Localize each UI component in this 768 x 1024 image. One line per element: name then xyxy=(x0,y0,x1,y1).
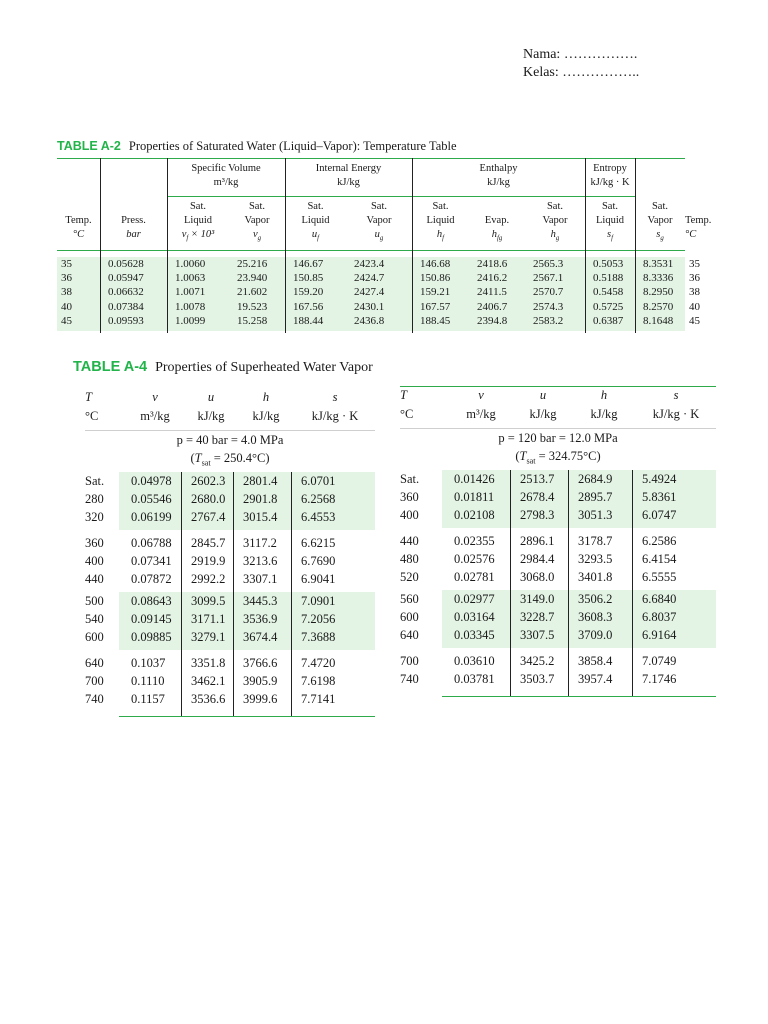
table-a4-right-header-unit: kJ/kg xyxy=(529,407,557,421)
table-a2-col-header-line1: Sat. xyxy=(651,201,669,212)
table-a2-col-header-line1: Sat. xyxy=(432,201,449,212)
table-a2-col-header-line2: Temp. xyxy=(65,215,92,226)
table-a4-right-cell: 6.9164 xyxy=(642,628,677,642)
table-a2-group-unit: m³/kg xyxy=(213,177,239,188)
table-a4-right-cell: 0.03781 xyxy=(454,672,495,686)
table-a4-left-pressure: p = 40 bar = 4.0 MPa xyxy=(176,433,284,447)
table-a4-right-cell: 3401.8 xyxy=(578,570,613,584)
table-a2-cell: 1.0071 xyxy=(175,286,206,299)
table-a4-right-cell: Sat. xyxy=(400,472,420,486)
table-a2-col-header xyxy=(412,200,469,242)
table-a4-left-cell: 0.09885 xyxy=(131,630,172,644)
table-a2-cell: 188.45 xyxy=(420,314,451,327)
table-a4-right-cell: 2684.9 xyxy=(578,472,613,486)
table-a4-left-col-sep xyxy=(291,472,292,716)
table-a4-right-header-symbol: v xyxy=(478,388,484,402)
table-a4-right-cell: 3503.7 xyxy=(520,672,555,686)
table-a4-left-cell: 440 xyxy=(85,572,104,586)
table-a2-cell: 45 xyxy=(689,314,700,327)
table-a4-right-cell: 3068.0 xyxy=(520,570,555,584)
table-a2-cell: 2565.3 xyxy=(533,258,564,270)
table-a4-left-tsat: $(T_{sat} = 250.4^\circ C)$ xyxy=(190,451,270,468)
table-a2-cell: 2570.7 xyxy=(533,286,564,299)
table-a4-right-header-unit: °C xyxy=(400,407,414,421)
table-a4-left-cell: 3213.6 xyxy=(243,554,278,568)
table-a4-left-cell: 500 xyxy=(85,594,104,608)
table-a4-right-cell: 3957.4 xyxy=(578,672,613,686)
table-a2-header-rule xyxy=(57,250,685,251)
table-a4-left-cell: 0.1110 xyxy=(131,674,165,688)
table-a2-col-header-line2: Vapor xyxy=(244,215,270,226)
table-a2-cell: 2411.5 xyxy=(477,286,507,299)
table-a2-cell: 8.2950 xyxy=(643,286,674,299)
table-a4-right-cell: 3425.2 xyxy=(520,654,555,668)
table-a2-cell: 35 xyxy=(61,258,72,270)
table-a4-right-cell: 5.4924 xyxy=(642,472,677,486)
table-a2-col-header xyxy=(346,200,412,242)
table-a2-col-sep xyxy=(100,158,101,333)
table-a4-right-cell: 7.0749 xyxy=(642,654,677,668)
table-a4-left-header-symbol: v xyxy=(152,390,158,404)
table-a2-cell: 2567.1 xyxy=(533,272,564,285)
table-a4-right-cell: 0.02108 xyxy=(454,508,495,522)
table-a2-group-name: Entropy xyxy=(593,163,627,174)
table-a2-cell: 2418.6 xyxy=(477,258,508,270)
table-a2-col-header xyxy=(635,200,685,242)
table-a4-left-cell: 3171.1 xyxy=(191,612,226,626)
table-a4-left-cell: 280 xyxy=(85,492,104,506)
table-a4-right-header-unit: kJ/kg xyxy=(590,407,618,421)
table-a4-left-cell: 2845.7 xyxy=(191,536,226,550)
table-a4-right-header-unit: kJ/kg · K xyxy=(652,407,700,421)
table-a4-right-cell: 0.01426 xyxy=(454,472,495,486)
table-a2-col-header-line1: Sat. xyxy=(189,201,207,212)
table-a2-group-name: Specific Volume xyxy=(191,163,261,174)
table-a4-left-cell: 740 xyxy=(85,692,104,706)
table-a4-left-header-unit: m³/kg xyxy=(140,409,170,423)
table-a4-left-cell: 2801.4 xyxy=(243,474,278,488)
table-a4-left-cell: 3674.4 xyxy=(243,630,278,644)
table-a4-right-header-unit: m³/kg xyxy=(466,407,496,421)
table-a4-left-col-sep xyxy=(181,472,182,716)
table-a4-right-cell: 0.02781 xyxy=(454,570,495,584)
table-a2-col-header-line1: Sat. xyxy=(370,201,388,212)
table-a4-left-cell: 640 xyxy=(85,656,104,670)
table-a2-group-header xyxy=(412,162,585,190)
table-a4-right-cell: 3709.0 xyxy=(578,628,613,642)
table-a4-left-cell: 0.1157 xyxy=(131,692,165,706)
table-a4-left-cell: 2992.2 xyxy=(191,572,226,586)
table-a2-cell: 167.56 xyxy=(293,300,324,313)
table-a4-right-cell: 3228.7 xyxy=(520,610,555,624)
table-a2-cell: 0.5053 xyxy=(593,258,624,270)
table-a2-group-header xyxy=(167,162,285,190)
table-a4-right-col-sep xyxy=(568,470,569,696)
table-a2-cell: 15.258 xyxy=(237,314,268,327)
table-a4-right-cell: 0.01811 xyxy=(454,490,495,504)
table-a4-right-cell: 2513.7 xyxy=(520,472,555,486)
table-a4-left-cell: 6.2568 xyxy=(301,492,336,506)
table-a4-right-cell: 440 xyxy=(400,534,419,548)
table-a4-left-cell: 0.04978 xyxy=(131,474,172,488)
table-a2-caption: Properties of Saturated Water (Liquid–Vapor): Temperature Table xyxy=(128,139,457,153)
table-a4-right-cell: 5.8361 xyxy=(642,490,677,504)
table-a4-right-header-symbol: h xyxy=(600,388,608,402)
table-a4-left xyxy=(85,388,375,713)
table-a2-col-header-line3: $h_f$ xyxy=(436,229,445,243)
table-a2-col-header xyxy=(229,200,285,242)
table-a2-cell: 1.0063 xyxy=(175,272,206,285)
table-a4-right-cell: 3149.0 xyxy=(520,592,555,606)
table-a4-left-cell: 540 xyxy=(85,612,104,626)
table-a2-col-header-line2: Evap. xyxy=(484,215,510,226)
table-a4-right-cell: 7.1746 xyxy=(642,672,677,686)
table-a2-cell: 8.3336 xyxy=(643,272,674,285)
table-a2-col-header-line2: Vapor xyxy=(542,215,568,226)
table-a4-left-cell: 3536.6 xyxy=(191,692,226,706)
table-a2-cell: 23.940 xyxy=(237,272,268,285)
table-a2-col-header xyxy=(469,200,525,242)
table-a2-group-name: Internal Energy xyxy=(315,163,382,174)
table-a2-col-header-line1: Sat. xyxy=(601,201,619,212)
table-a4-label: TABLE A-4 xyxy=(73,359,148,375)
table-a2-cell: 150.85 xyxy=(293,272,324,285)
table-a2-cell: 2423.4 xyxy=(354,258,385,270)
table-a2-col-header xyxy=(57,200,100,242)
table-a2-group-unit: kJ/kg xyxy=(337,177,360,188)
table-a2-col-header-line3: $u_f$ xyxy=(311,229,320,243)
table-a4-right-cell: 0.02576 xyxy=(454,552,495,566)
table-a2-cell: 8.1648 xyxy=(643,314,674,327)
table-a4-caption: Properties of Superheated Water Vapor xyxy=(155,360,373,375)
table-a4-left-cell: 7.4720 xyxy=(301,656,336,670)
table-a2-cell: 167.57 xyxy=(420,300,451,313)
table-a4-left-cell: 7.0901 xyxy=(301,594,336,608)
table-a2-title xyxy=(57,139,457,154)
table-a4-left-header-symbol: h xyxy=(262,390,270,404)
table-a4-right-cell: 3307.5 xyxy=(520,628,555,642)
table-a4-left-cell: 3445.3 xyxy=(243,594,278,608)
table-a4-right-cell: 520 xyxy=(400,570,419,584)
table-a2-group-rule xyxy=(167,196,635,197)
table-a2-cell: 45 xyxy=(61,314,72,327)
table-a2-col-header-line3: $s_g$ xyxy=(656,229,664,243)
table-a4-right-cell: 2798.3 xyxy=(520,508,555,522)
table-a2-group-header xyxy=(285,162,412,190)
table-a4-right-cell: 3178.7 xyxy=(578,534,613,548)
table-a4-left-cell: 3117.2 xyxy=(243,536,277,550)
table-a4-left-cell: 0.07872 xyxy=(131,572,172,586)
table-a2: Specific Volume m³/kg Internal Energy kJ/kg Enthalpy kJ/kg Entropy kJ/kg · K Temp. °C Press. bar Sat. Liquid $v_f \times 10^3$ Sat. Vapor $v_g$ Sat. Liquid $u_f$ Sat. Vapor $u_g$ Sat. Liquid $h_f$ Evap. $h_{fg}$ Sat. Vapor $h_g$ Sat. Liquid $s_f$ Sat. Vapor $s_g$ Temp. °C 35 0.05628 1.0060 25.216 146.67 2423.4 146.68 2418.6 2565.3 0.5053 8.3531 35 36 0.05947 1.0063 23.940 150.85 2424.7 150.86 2416.2 2567.1 0.5188 8.3336 36 38 0.06632 1.0071 21.602 159.20 2427.4 159.21 2411.5 2570.7 0.5458 8.2950 38 40 0.07384 1.0078 19.523 167.56 2430.1 167.57 2406.7 2574.3 0.5725 8.2570 40 45 0.09593 1.0099 15.258 188.44 2436.8 188.45 2394.8 2583.2 0.6387 8.1648 45 xyxy=(57,158,685,333)
table-a4-left-cell: 0.09145 xyxy=(131,612,172,626)
table-a4-right-cell: 6.8037 xyxy=(642,610,677,624)
table-a2-cell: 36 xyxy=(689,272,700,285)
table-a2-cell: 36 xyxy=(61,272,72,285)
table-a4-left-cell: 6.7690 xyxy=(301,554,336,568)
table-a2-cell: 1.0078 xyxy=(175,300,206,313)
table-a2-col-header-line1: Sat. xyxy=(307,201,324,212)
table-a2-cell: 8.2570 xyxy=(643,300,674,313)
table-a2-col-header-line3: °C xyxy=(72,229,85,240)
table-a4-left-cell: 0.05546 xyxy=(131,492,172,506)
table-a4-left-cell: 320 xyxy=(85,510,104,524)
table-a4-left-cell: 3766.6 xyxy=(243,656,278,670)
table-a2-cell: 40 xyxy=(61,300,72,313)
table-a2-col-header xyxy=(100,200,167,242)
table-a4-left-cell: 360 xyxy=(85,536,104,550)
table-a2-col-header xyxy=(285,200,346,242)
table-a4-left-bottom-rule xyxy=(119,716,375,717)
table-a4-right-col-sep xyxy=(632,470,633,696)
table-a2-col-header-line2: Vapor xyxy=(366,215,392,226)
table-a4-left-cell: 6.9041 xyxy=(301,572,336,586)
table-a4-left-cell: 0.06788 xyxy=(131,536,172,550)
table-a2-col-header-line3: $s_f$ xyxy=(607,229,613,243)
class-field-label: Kelas: …………….. xyxy=(523,65,640,80)
table-a2-cell: 40 xyxy=(689,300,700,313)
table-a2-col-header-line3: $h_{fg}$ xyxy=(491,229,503,243)
table-a2-cell: 25.216 xyxy=(237,258,268,270)
table-a2-cell: 2424.7 xyxy=(354,272,385,285)
table-a4-right-cell: 2984.4 xyxy=(520,552,555,566)
table-a2-cell: 0.5188 xyxy=(593,272,624,285)
table-a4-left-cell: 6.0701 xyxy=(301,474,336,488)
table-a2-cell: 0.5725 xyxy=(593,300,624,313)
table-a4-left-cell: 400 xyxy=(85,554,104,568)
table-a4-left-cell: Sat. xyxy=(85,474,105,488)
table-a4-left-cell: 0.07341 xyxy=(131,554,172,568)
table-a2-label: TABLE A-2 xyxy=(57,139,121,153)
table-a4-left-cell: 2767.4 xyxy=(191,510,226,524)
table-a2-col-header-line2: Liquid xyxy=(301,215,330,226)
table-a4-right-cell: 400 xyxy=(400,508,419,522)
table-a4-left-cell: 3099.5 xyxy=(191,594,226,608)
table-a4-left-header-unit: kJ/kg · K xyxy=(311,409,359,423)
table-a2-col-header-line3: $u_g$ xyxy=(374,229,384,243)
table-a2-col-header-line1 xyxy=(100,200,167,214)
table-a4-left-header-symbol: T xyxy=(85,390,92,404)
table-a2-cell: 159.21 xyxy=(420,286,451,299)
table-a4-right-cell: 2895.7 xyxy=(578,490,613,504)
table-a4-right-cell: 6.4154 xyxy=(642,552,677,566)
table-a2-col-header-line3: $h_g$ xyxy=(550,229,560,243)
table-a4-right-cell: 0.03164 xyxy=(454,610,495,624)
table-a4-left-header-unit: kJ/kg xyxy=(197,409,225,423)
table-a4-right-header-rule xyxy=(400,428,716,429)
table-a4-left-cell: 700 xyxy=(85,674,104,688)
table-a4-right-cell: 6.2586 xyxy=(642,534,677,548)
table-a4-left-cell: 6.4553 xyxy=(301,510,336,524)
table-a2-cell: 2436.8 xyxy=(354,314,385,327)
table-a4-right-col-sep xyxy=(510,470,511,696)
table-a2-col-sep xyxy=(635,158,636,333)
name-field-label: Nama: ……………. xyxy=(523,47,638,62)
table-a2-col-header-line2: Press. xyxy=(121,215,146,226)
table-a2-cell: 2394.8 xyxy=(477,314,508,327)
table-a2-cell: 38 xyxy=(61,286,72,299)
table-a4-left-header-unit: kJ/kg xyxy=(252,409,280,423)
table-a4-right-cell: 640 xyxy=(400,628,419,642)
table-a2-group-name: Enthalpy xyxy=(479,163,518,174)
table-a4-right-tsat: $(T_{sat} = 324.75^\circ C)$ xyxy=(515,449,601,466)
table-a2-cell: 8.3531 xyxy=(643,258,674,270)
table-a4-left-cell: 3307.1 xyxy=(243,572,278,586)
table-a2-cell: 2416.2 xyxy=(477,272,508,285)
table-a2-col-header-line2: Vapor xyxy=(647,215,673,226)
table-a2-cell: 2430.1 xyxy=(354,300,385,313)
table-a2-col-header-line3: bar xyxy=(126,229,141,240)
table-a4-right xyxy=(400,386,716,711)
table-a4-left-cell: 3279.1 xyxy=(191,630,226,644)
table-a2-col-header-line2: Liquid xyxy=(184,215,212,226)
table-a4-left-header-symbol: s xyxy=(332,390,338,404)
table-a4-right-cell: 360 xyxy=(400,490,419,504)
table-a4-left-cell: 0.06199 xyxy=(131,510,172,524)
table-a2-cell: 2583.2 xyxy=(533,314,564,327)
table-a2-col-header xyxy=(585,200,635,242)
table-a4-right-cell: 3608.3 xyxy=(578,610,613,624)
table-a2-col-header-line3: $v_g$ xyxy=(252,229,262,243)
table-a4-left-header-unit: °C xyxy=(85,409,99,423)
table-a2-top-rule xyxy=(57,158,685,159)
table-a2-cell: 150.86 xyxy=(420,272,451,285)
table-a4-right-header-symbol: T xyxy=(400,388,407,402)
table-a4-left-header-rule xyxy=(85,430,375,431)
table-a4-right-cell: 0.02977 xyxy=(454,592,495,606)
table-a2-cell: 19.523 xyxy=(237,300,268,313)
table-a4-right-cell: 700 xyxy=(400,654,419,668)
table-a2-cell: 0.05628 xyxy=(108,258,144,270)
table-a4-right-cell: 480 xyxy=(400,552,419,566)
table-a2-group-unit: kJ/kg xyxy=(487,177,510,188)
table-a2-cell: 0.07384 xyxy=(108,300,144,313)
table-a4-right-cell: 3506.2 xyxy=(578,592,613,606)
table-a2-cell: 21.602 xyxy=(237,286,268,299)
table-a2-cell: 2406.7 xyxy=(477,300,508,313)
table-a4-right-cell: 0.03610 xyxy=(454,654,495,668)
table-a2-group-header xyxy=(585,162,635,190)
table-a2-col-header-line2: Liquid xyxy=(596,215,624,226)
table-a4-left-cell: 6.6215 xyxy=(301,536,336,550)
table-a4-left-cell: 3015.4 xyxy=(243,510,278,524)
table-a2-cell: 1.0060 xyxy=(175,258,206,270)
table-a4-right-pressure: p = 120 bar = 12.0 MPa xyxy=(498,431,618,445)
table-a4-left-cell: 3462.1 xyxy=(191,674,226,688)
table-a4-right-cell: 560 xyxy=(400,592,419,606)
table-a4-left-cell: 0.1037 xyxy=(131,656,166,670)
table-a2-cell: 0.06632 xyxy=(108,286,144,299)
table-a4-right-bottom-rule xyxy=(442,696,716,697)
table-a4-right-cell: 6.5555 xyxy=(642,570,677,584)
table-a2-cell: 2427.4 xyxy=(354,286,385,299)
table-a4-right-cell: 3051.3 xyxy=(578,508,613,522)
table-a4-left-cell: 600 xyxy=(85,630,104,644)
table-a2-col-header xyxy=(167,200,229,242)
table-a4-right-cell: 2896.1 xyxy=(520,534,555,548)
table-a4-right-cell: 600 xyxy=(400,610,419,624)
table-a2-cell: 0.05947 xyxy=(108,272,144,285)
table-a4-left-cell: 7.3688 xyxy=(301,630,336,644)
table-a2-col-header-line1: Sat. xyxy=(546,201,564,212)
table-a2-cell: 1.0099 xyxy=(175,314,206,327)
table-a4-right-header-symbol: s xyxy=(673,388,679,402)
table-a4-left-cell: 3905.9 xyxy=(243,674,278,688)
table-a4-right-header-symbol: u xyxy=(539,388,547,402)
table-a4-right-cell: 6.6840 xyxy=(642,592,677,606)
table-a2-cell: 146.67 xyxy=(293,258,324,270)
table-a2-cell: 0.09593 xyxy=(108,314,144,327)
table-a4-right-top-rule xyxy=(400,386,716,387)
table-a4-left-cell: 2901.8 xyxy=(243,492,278,506)
table-a2-cell: 35 xyxy=(689,258,700,270)
table-a4-right-cell: 3293.5 xyxy=(578,552,613,566)
table-a4-right-cell: 0.02355 xyxy=(454,534,495,548)
table-a4-left-header-symbol: u xyxy=(207,390,215,404)
table-a2-col-header-line1: Sat. xyxy=(248,201,266,212)
table-a2-col-header-line1 xyxy=(469,200,525,214)
table-a2-col-header-line3: $v_f \times 10^3$ xyxy=(181,229,215,243)
table-a2-cell: 38 xyxy=(689,286,700,299)
table-a4-left-cell: 3536.9 xyxy=(243,612,278,626)
table-a4-left-cell: 0.08643 xyxy=(131,594,172,608)
table-a2-cell: 159.20 xyxy=(293,286,324,299)
table-a4-right-cell: 740 xyxy=(400,672,419,686)
table-a4-left-cell: 2680.0 xyxy=(191,492,226,506)
table-a2-cell: 146.68 xyxy=(420,258,451,270)
table-a4-left-cell: 3999.6 xyxy=(243,692,278,706)
table-a4-right-cell: 0.03345 xyxy=(454,628,495,642)
table-a2-col-header-line1 xyxy=(57,200,100,214)
table-a4-right-cell: 6.0747 xyxy=(642,508,677,522)
table-a4-right-cell: 2678.4 xyxy=(520,490,555,504)
table-a4-title xyxy=(73,359,373,376)
table-a2-col-header xyxy=(525,200,585,242)
table-a4-left-cell: 7.2056 xyxy=(301,612,336,626)
table-a4-left-cell: 7.7141 xyxy=(301,692,336,706)
table-a4-left-cell: 2919.9 xyxy=(191,554,226,568)
table-a4-left-cell: 3351.8 xyxy=(191,656,226,670)
table-a2-group-unit: kJ/kg · K xyxy=(590,177,630,188)
table-a4-left-cell: 2602.3 xyxy=(191,474,226,488)
table-a4-left-col-sep xyxy=(233,472,234,716)
table-a2-cell: 0.6387 xyxy=(593,314,624,327)
table-a2-cell: 0.5458 xyxy=(593,286,624,299)
table-a4-left-cell: 7.6198 xyxy=(301,674,336,688)
table-a2-col-header-line2: Liquid xyxy=(426,215,455,226)
table-a2-cell: 2574.3 xyxy=(533,300,564,313)
table-a4-right-cell: 3858.4 xyxy=(578,654,613,668)
table-a2-cell: 188.44 xyxy=(293,314,324,327)
